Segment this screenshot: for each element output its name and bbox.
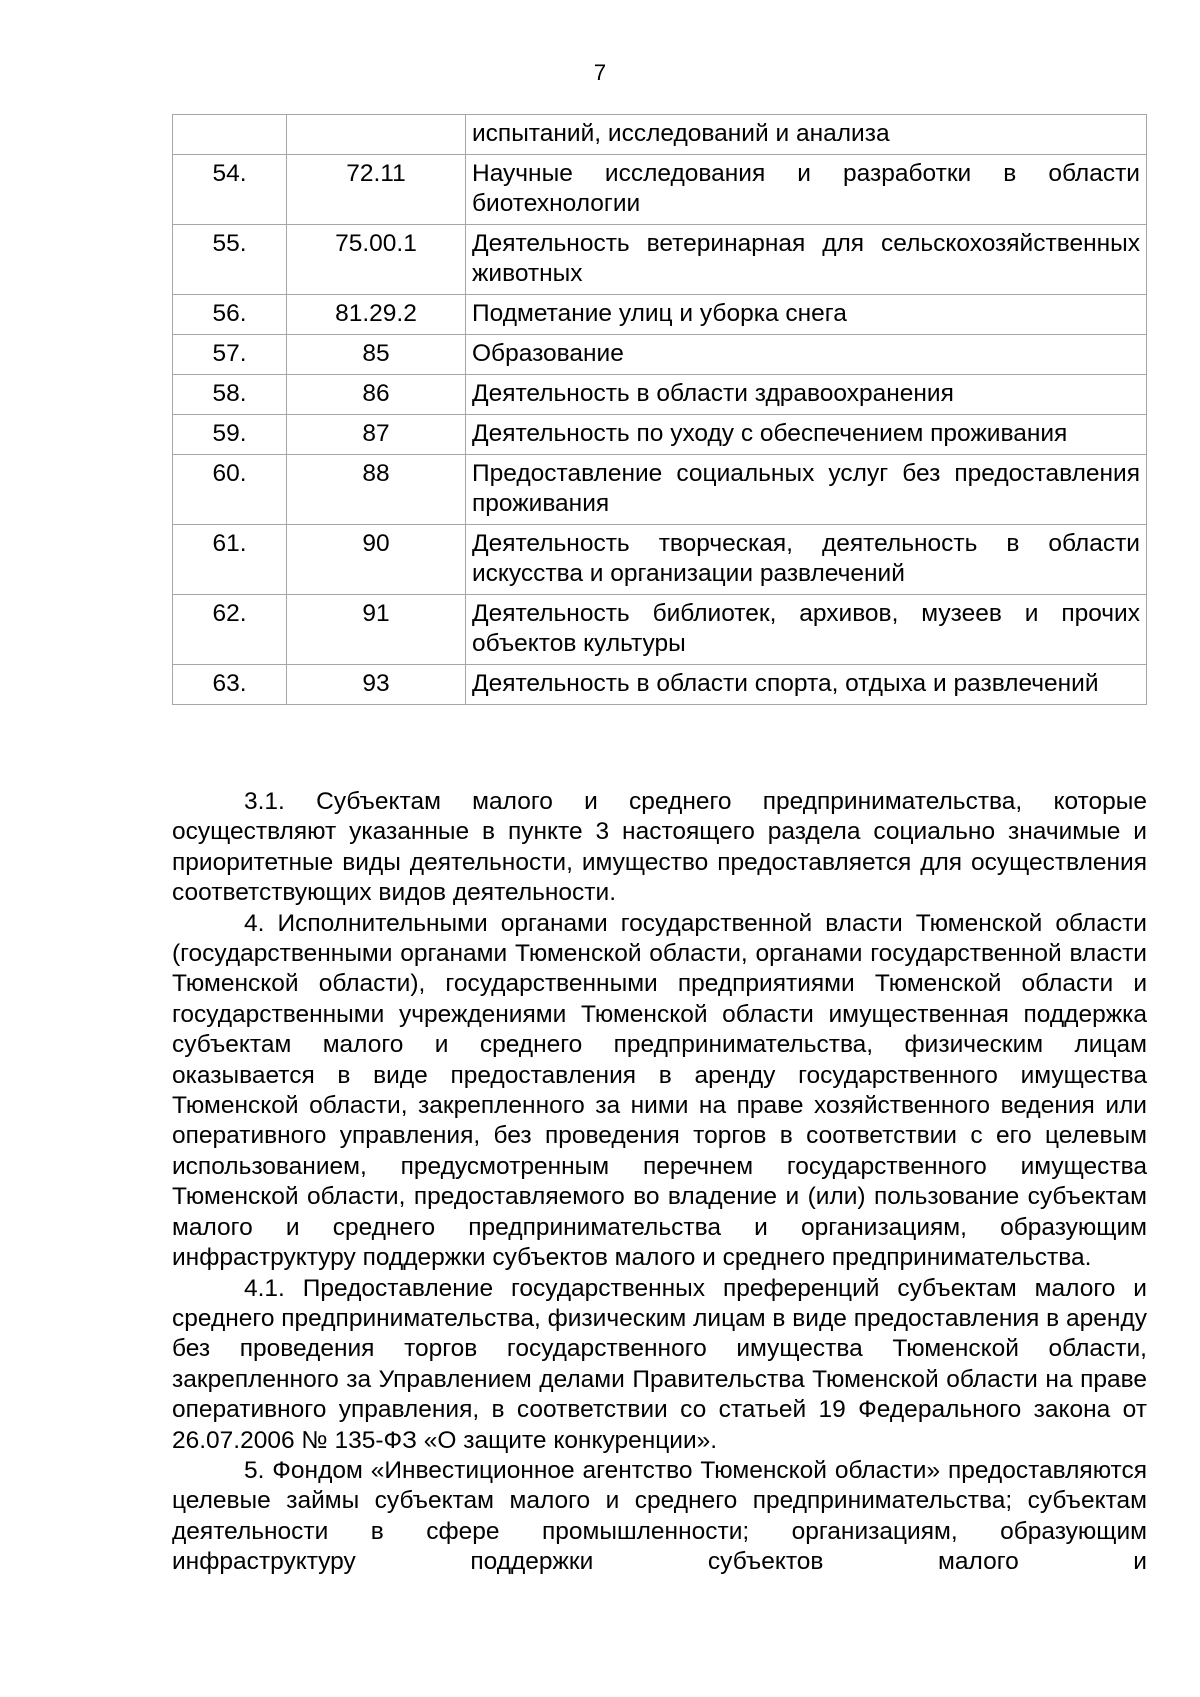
okved-code: 86 <box>287 375 466 415</box>
paragraph-3-1: 3.1. Субъектам малого и среднего предпринимательства, которые осуществляют указанные в пункте 3 настоящего раздела социально значимые и приоритетные виды деятельности, имущество предоставляется для осуществления соответствующих видов деятельности. <box>172 788 1147 907</box>
row-number: 61. <box>173 525 287 595</box>
activity-name: Деятельность библиотек, архивов, музеев и прочих объектов культуры <box>466 595 1147 665</box>
activity-name: Подметание улиц и уборка снега <box>466 295 1147 335</box>
okved-code: 75.00.1 <box>287 225 466 295</box>
document-body <box>172 787 1147 1578</box>
paragraph-5: 5. Фондом «Инвестиционное агентство Тюменской области» предоставляются целевые займы субъектам малого и среднего предпринимательства; субъектам деятельности в сфере промышленности; организациям, образующим инфраструктуру поддержки субъектов малого и <box>172 1456 1147 1576</box>
activity-name: Научные исследования и разработки в области биотехнологии <box>466 155 1147 225</box>
row-number <box>173 115 287 155</box>
page-number: 7 <box>593 60 607 85</box>
table-row <box>173 665 1147 705</box>
table-row <box>173 415 1147 455</box>
row-number: 55. <box>173 225 287 295</box>
okved-code: 87 <box>287 415 466 455</box>
paragraph-4: 4. Исполнительными органами государственной власти Тюменской области (государственными органами Тюменской области, органами государственной власти Тюменской области), государственными предприятиями Тюменской области и государственными учреждениями Тюменской области имущественная поддержка субъектам малого и среднего предпринимательства, физическим лицам оказывается в виде предоставления в аренду государственного имущества Тюменской области, закрепленного за ними на праве хозяйственного ведения или оперативного управления, без проведения торгов в соответствии с его целевым использованием, предусмотренным перечнем государственного имущества Тюменской области, предоставляемого во владение и (или) пользование субъектам малого и среднего предпринимательства и организациям, образующим инфраструктуру поддержки субъектов малого и среднего предпринимательства. <box>172 909 1147 1272</box>
okved-code: 88 <box>287 455 466 525</box>
activity-name: Деятельность ветеринарная для сельскохозяйственных животных <box>466 225 1147 295</box>
okved-code <box>287 115 466 155</box>
row-number: 56. <box>173 295 287 335</box>
activity-name: Деятельность по уходу с обеспечением проживания <box>466 415 1147 455</box>
row-number: 54. <box>173 155 287 225</box>
activity-name: Деятельность в области здравоохранения <box>466 375 1147 415</box>
okved-code: 91 <box>287 595 466 665</box>
table-row <box>173 295 1147 335</box>
table-row <box>173 115 1147 155</box>
row-number: 57. <box>173 335 287 375</box>
activity-name: испытаний, исследований и анализа <box>466 115 1147 155</box>
okved-code: 72.11 <box>287 155 466 225</box>
table-row <box>173 455 1147 525</box>
row-number: 63. <box>173 665 287 705</box>
activity-name: Деятельность в области спорта, отдыха и развлечений <box>466 665 1147 705</box>
paragraph-4-1: 4.1. Предоставление государственных преференций субъектам малого и среднего предпринимательства, физическим лицам в виде предоставления в аренду без проведения торгов государственного имущества Тюменской области, закрепленного за Управлением делами Правительства Тюменской области на праве оперативного управления, в соответствии со статьей 19 Федерального закона от 26.07.2006 № 135-ФЗ «О защите конкуренции». <box>172 1274 1147 1454</box>
okved-activities-table <box>172 114 1147 705</box>
table-row <box>173 335 1147 375</box>
table-row <box>173 375 1147 415</box>
activity-name: Деятельность творческая, деятельность в области искусства и организации развлечений <box>466 525 1147 595</box>
okved-code: 93 <box>287 665 466 705</box>
row-number: 58. <box>173 375 287 415</box>
okved-code: 81.29.2 <box>287 295 466 335</box>
row-number: 60. <box>173 455 287 525</box>
table-row <box>173 225 1147 295</box>
row-number: 62. <box>173 595 287 665</box>
table-row <box>173 595 1147 665</box>
activity-name: Образование <box>466 335 1147 375</box>
okved-code: 85 <box>287 335 466 375</box>
okved-code: 90 <box>287 525 466 595</box>
activity-name: Предоставление социальных услуг без предоставления проживания <box>466 455 1147 525</box>
row-number: 59. <box>173 415 287 455</box>
table-row <box>173 525 1147 595</box>
table-row <box>173 155 1147 225</box>
